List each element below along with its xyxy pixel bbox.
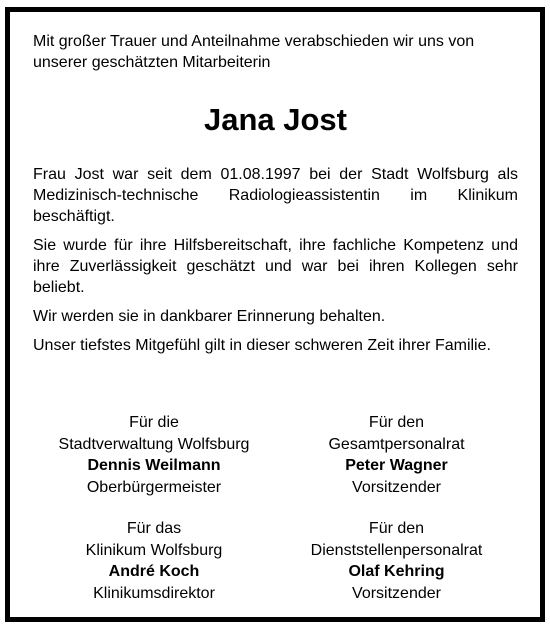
intro-text: Mit großer Trauer und Anteilnahme verabschieden wir uns von unserer geschätzten Mitarbeiterin — [33, 33, 475, 71]
signature-prefix: Für den — [368, 520, 425, 537]
signature-role: Klinikumsdirektor — [93, 584, 215, 602]
signature-staff-council — [275, 412, 518, 498]
signature-prefix: Für das — [126, 520, 182, 537]
signature-role: Oberbürgermeister — [86, 478, 222, 496]
signature-role: Vorsitzender — [352, 584, 441, 602]
signature-department-staff-council — [275, 518, 518, 604]
signature-organization: Gesamtpersonalrat — [328, 435, 465, 453]
signature-person: André Koch — [108, 563, 200, 580]
signature-person: Dennis Weilmann — [87, 457, 221, 474]
signatures — [33, 412, 518, 604]
signature-prefix: Für die — [129, 414, 179, 431]
signature-person: Peter Wagner — [345, 457, 448, 474]
signature-prefix: Für den — [368, 414, 425, 431]
signature-organization: Dienststellenpersonalrat — [310, 541, 483, 559]
signature-city-administration — [33, 412, 275, 498]
signature-person: Olaf Kehring — [348, 563, 445, 580]
signature-role: Vorsitzender — [352, 478, 441, 496]
signature-organization: Klinikum Wolfsburg — [85, 541, 223, 559]
deceased-name: Jana Jost — [203, 102, 347, 137]
paragraph-employment: Frau Jost war seit dem 01.08.1997 bei der Stadt Wolfsburg als Medizinisch-technische Radiologieassistentin im Klinikum beschäftigt. — [33, 166, 518, 225]
paragraph-remembrance: Wir werden sie in dankbarer Erinnerung behalten. — [33, 308, 386, 325]
signature-clinic — [33, 518, 275, 604]
obituary-content — [33, 31, 518, 602]
signature-organization: Stadtverwaltung Wolfsburg — [58, 435, 250, 453]
paragraph-appreciation: Sie wurde für ihre Hilfsbereitschaft, ihre fachliche Kompetenz und ihre Zuverlässigkeit geschätzt und war bei ihren Kollegen sehr beliebt. — [33, 237, 518, 296]
obituary-frame — [5, 7, 545, 622]
paragraph-condolence: Unser tiefstes Mitgefühl gilt in dieser schweren Zeit ihrer Familie. — [33, 337, 491, 354]
